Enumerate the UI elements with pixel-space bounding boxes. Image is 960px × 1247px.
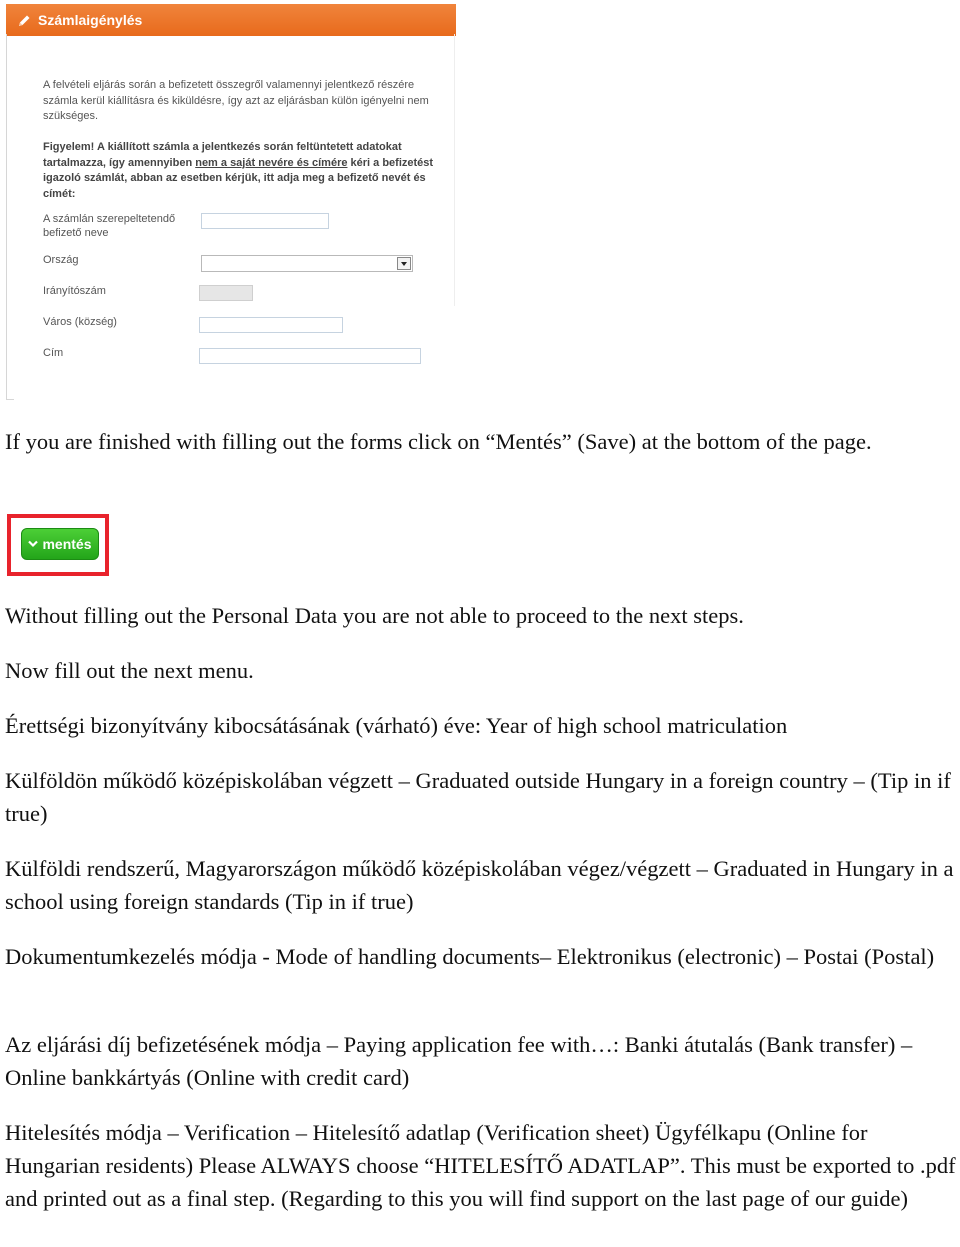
warning-text-1: Figyelem! A kiállított számla a jelentkezés során feltüntetett adatokat tartalmazza, így amennyiben <box>43 141 402 169</box>
payer-name-label-line1: A számlán szerepeltetendő <box>43 213 176 225</box>
paragraph-graduated-outside: Külföldön működő középiskolában végzett – Graduated outside Hungary in a foreign country – (Tip in if true) <box>5 768 951 826</box>
city-label: Város (község) <box>43 316 117 328</box>
chevron-down-icon <box>28 540 38 548</box>
panel-border <box>6 399 14 400</box>
warning-underlined: nem a saját nevére és címére <box>195 156 348 169</box>
zip-label: Irányítószám <box>43 285 106 297</box>
zip-input[interactable] <box>199 285 253 301</box>
paragraph-foreign-standards: Külföldi rendszerű, Magyarországon működő középiskolában végez/végzett – Graduated in Hungary in a school using foreign standards (Tip in if true) <box>5 856 954 914</box>
address-label: Cím <box>43 347 64 359</box>
panel-title: Számlaigénylés <box>38 12 143 28</box>
panel-border <box>6 34 7 400</box>
payer-name-input[interactable] <box>201 213 329 229</box>
payer-name-label-line2: befizető neve <box>43 227 109 239</box>
save-button[interactable] <box>21 528 99 560</box>
paragraph-finish: If you are finished with filling out the forms click on “Mentés” (Save) at the bottom of the page. <box>5 429 872 454</box>
paragraph-next-menu: Now fill out the next menu. <box>5 658 254 683</box>
paragraph-matriculation: Érettségi bizonyítvány kibocsátásának (várható) éve: Year of high school matriculation <box>5 713 788 738</box>
paragraph-without: Without filling out the Personal Data you are not able to proceed to the next steps. <box>5 603 744 628</box>
panel-header <box>6 4 456 36</box>
invoice-request-panel <box>6 4 456 400</box>
panel-border <box>454 34 455 306</box>
country-select[interactable] <box>201 255 413 272</box>
panel-intro-text: A felvételi eljárás során a befizetett összegről valamennyi jelentkező részére számla kerül kiállításra és kiküldésre, így azt az eljárásban külön igényelni nem szükséges. <box>43 79 429 122</box>
chevron-down-icon[interactable] <box>397 257 411 270</box>
payer-name-label <box>43 212 175 240</box>
paragraph-fee: Az eljárási díj befizetésének módja – Paying application fee with…: Banki átutalás (Bank transfer) – Online bankkártyás (Online with credit card) <box>5 1032 913 1090</box>
panel-warning-text <box>43 140 435 202</box>
country-label: Ország <box>43 254 79 266</box>
save-button-label: mentés <box>42 536 92 552</box>
edit-icon <box>18 14 31 27</box>
paragraph-documents: Dokumentumkezelés módja - Mode of handling documents– Elektronikus (electronic) – Postai (Postal) <box>5 944 935 969</box>
city-input[interactable] <box>199 317 343 333</box>
save-button-highlight <box>7 514 109 576</box>
paragraph-verification: Hitelesítés módja – Verification – Hitelesítő adatlap (Verification sheet) Ügyfélkapu (Online for Hungarian residents) Please ALWAYS choose “HITELESÍTŐ ADATLAP”. This must be exported to .pdf and printed out as a final step. (Regarding to this you will find support on the last page of our guide) <box>5 1120 956 1211</box>
address-input[interactable] <box>199 348 421 364</box>
warning-text-2: kéri a befizetést igazoló számlát, abban az esetben kérjük, itt adja meg a befizető nevét és címét: <box>43 156 434 200</box>
